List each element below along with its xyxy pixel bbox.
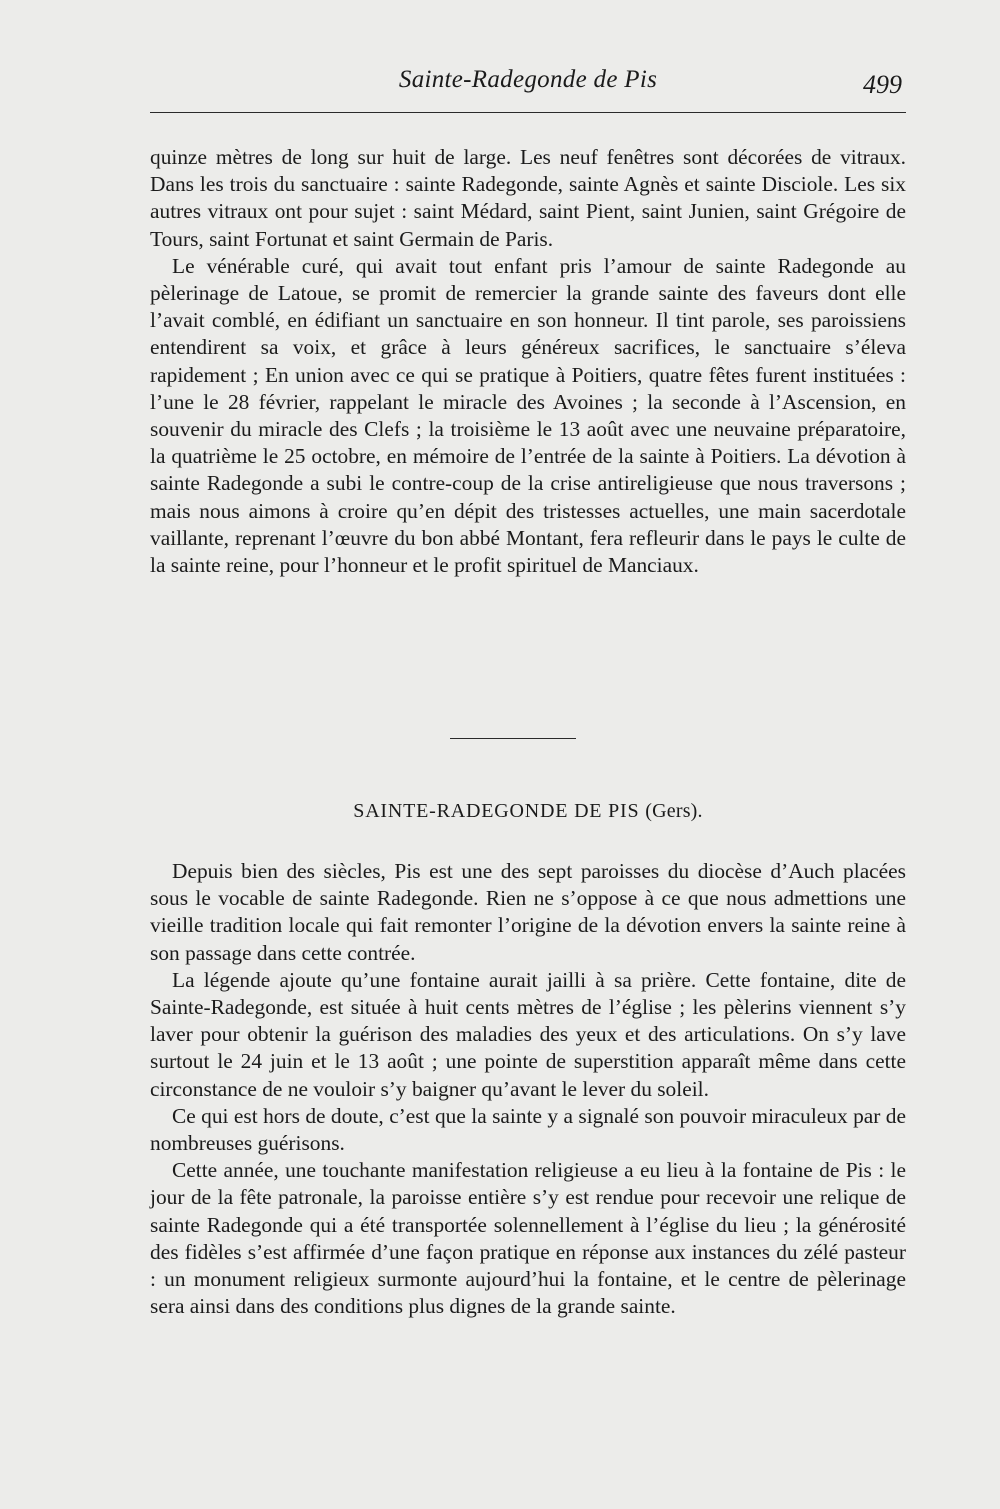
section-heading-title: SAINTE-RADEGONDE DE PIS xyxy=(353,800,640,822)
paragraph: Le vénérable curé, qui avait tout enfant pris l’amour de sainte Radegonde au pèlerinage de Latoue, se promit de remercier la grande sainte des faveurs dont elle l’avait comblé, en édifiant un sanctuaire en son honneur. Il tint parole, ses paroissiens entendirent sa voix, et grâce à leurs généreux sacrifices, le sanctuaire s’éleva rapidement ; En union avec ce qui se pratique à Poitiers, quatre fêtes furent instituées : l’une le 28 février, rappelant le miracle des Avoines ; la seconde à l’Ascension, en souvenir du miracle des Clefs ; la troisième le 13 août avec une neuvaine préparatoire, la quatrième le 25 octobre, en mémoire de l’entrée de la sainte à Poitiers. La dévotion à sainte Radegonde a subi le contre-coup de la crise antireligieuse que nous traversons ; mais nous aimons à croire qu’en dépit des tristesses actuelles, une main sacerdotale vaillante, reprenant l’œuvre du bon abbé Montant, fera refleurir dans le pays le culte de la sainte reine, pour l’honneur et le profit spirituel de Manciaux. xyxy=(150,253,906,578)
section-heading-suffix: (Gers). xyxy=(645,800,703,822)
section-divider xyxy=(450,738,576,739)
paragraph: Depuis bien des siècles, Pis est une des sept paroisses du diocèse d’Auch placées sous le vocable de sainte Radegonde. Rien ne s’oppose à ce que nous admettions une vieille tradition locale qui fait remonter l’origine de la dévotion envers la sainte reine à son passage dans cette contrée. xyxy=(150,859,906,965)
paragraph: La légende ajoute qu’une fontaine aurait jailli à sa prière. Cette fontaine, dite de Sainte-Radegonde, est située à huit cents mètres de l’église ; les pèlerins viennent s’y laver pour obtenir la guérison des maladies des yeux et des articulations. On s’y lave surtout le 24 juin et le 13 août ; une pointe de superstition apparaît même dans cette circonstance de ne vouloir s’y baigner qu’avant le lever du soleil. xyxy=(150,967,906,1101)
header-rule xyxy=(150,112,906,113)
running-head xyxy=(150,60,906,100)
paragraph: quinze mètres de long sur huit de large. Les neuf fenêtres sont décorées de vitraux. Dans les trois du sanctuaire : sainte Radegonde, sainte Agnès et sainte Disciole. Les six autres vitraux ont pour sujet : saint Médard, saint Pient, saint Junien, saint Grégoire de Tours, saint Fortunat et saint Germain de Paris. xyxy=(150,145,906,251)
paragraph: Cette année, une touchante manifestation religieuse a eu lieu à la fontaine de Pis : le jour de la fête patronale, la paroisse entière s’y est rendue pour recevoir une relique de sainte Radegonde qui a été transportée solennellement à l’église du lieu ; la générosité des fidèles s’est affirmée d’une façon pratique en réponse aux instances du zélé pasteur : un monument religieux surmonte aujourd’hui la fontaine, et le centre de pèlerinage sera ainsi dans des conditions plus dignes de la grande sainte. xyxy=(150,1158,906,1319)
body-text-section xyxy=(150,858,906,1320)
page-number: 499 xyxy=(863,70,902,99)
section-heading xyxy=(150,800,906,823)
paragraph: Ce qui est hors de doute, c’est que la sainte y a signalé son pouvoir miraculeux par de nombreuses guérisons. xyxy=(150,1103,906,1156)
running-title: Sainte-Radegonde de Pis xyxy=(398,66,658,93)
body-text-top xyxy=(150,144,906,579)
